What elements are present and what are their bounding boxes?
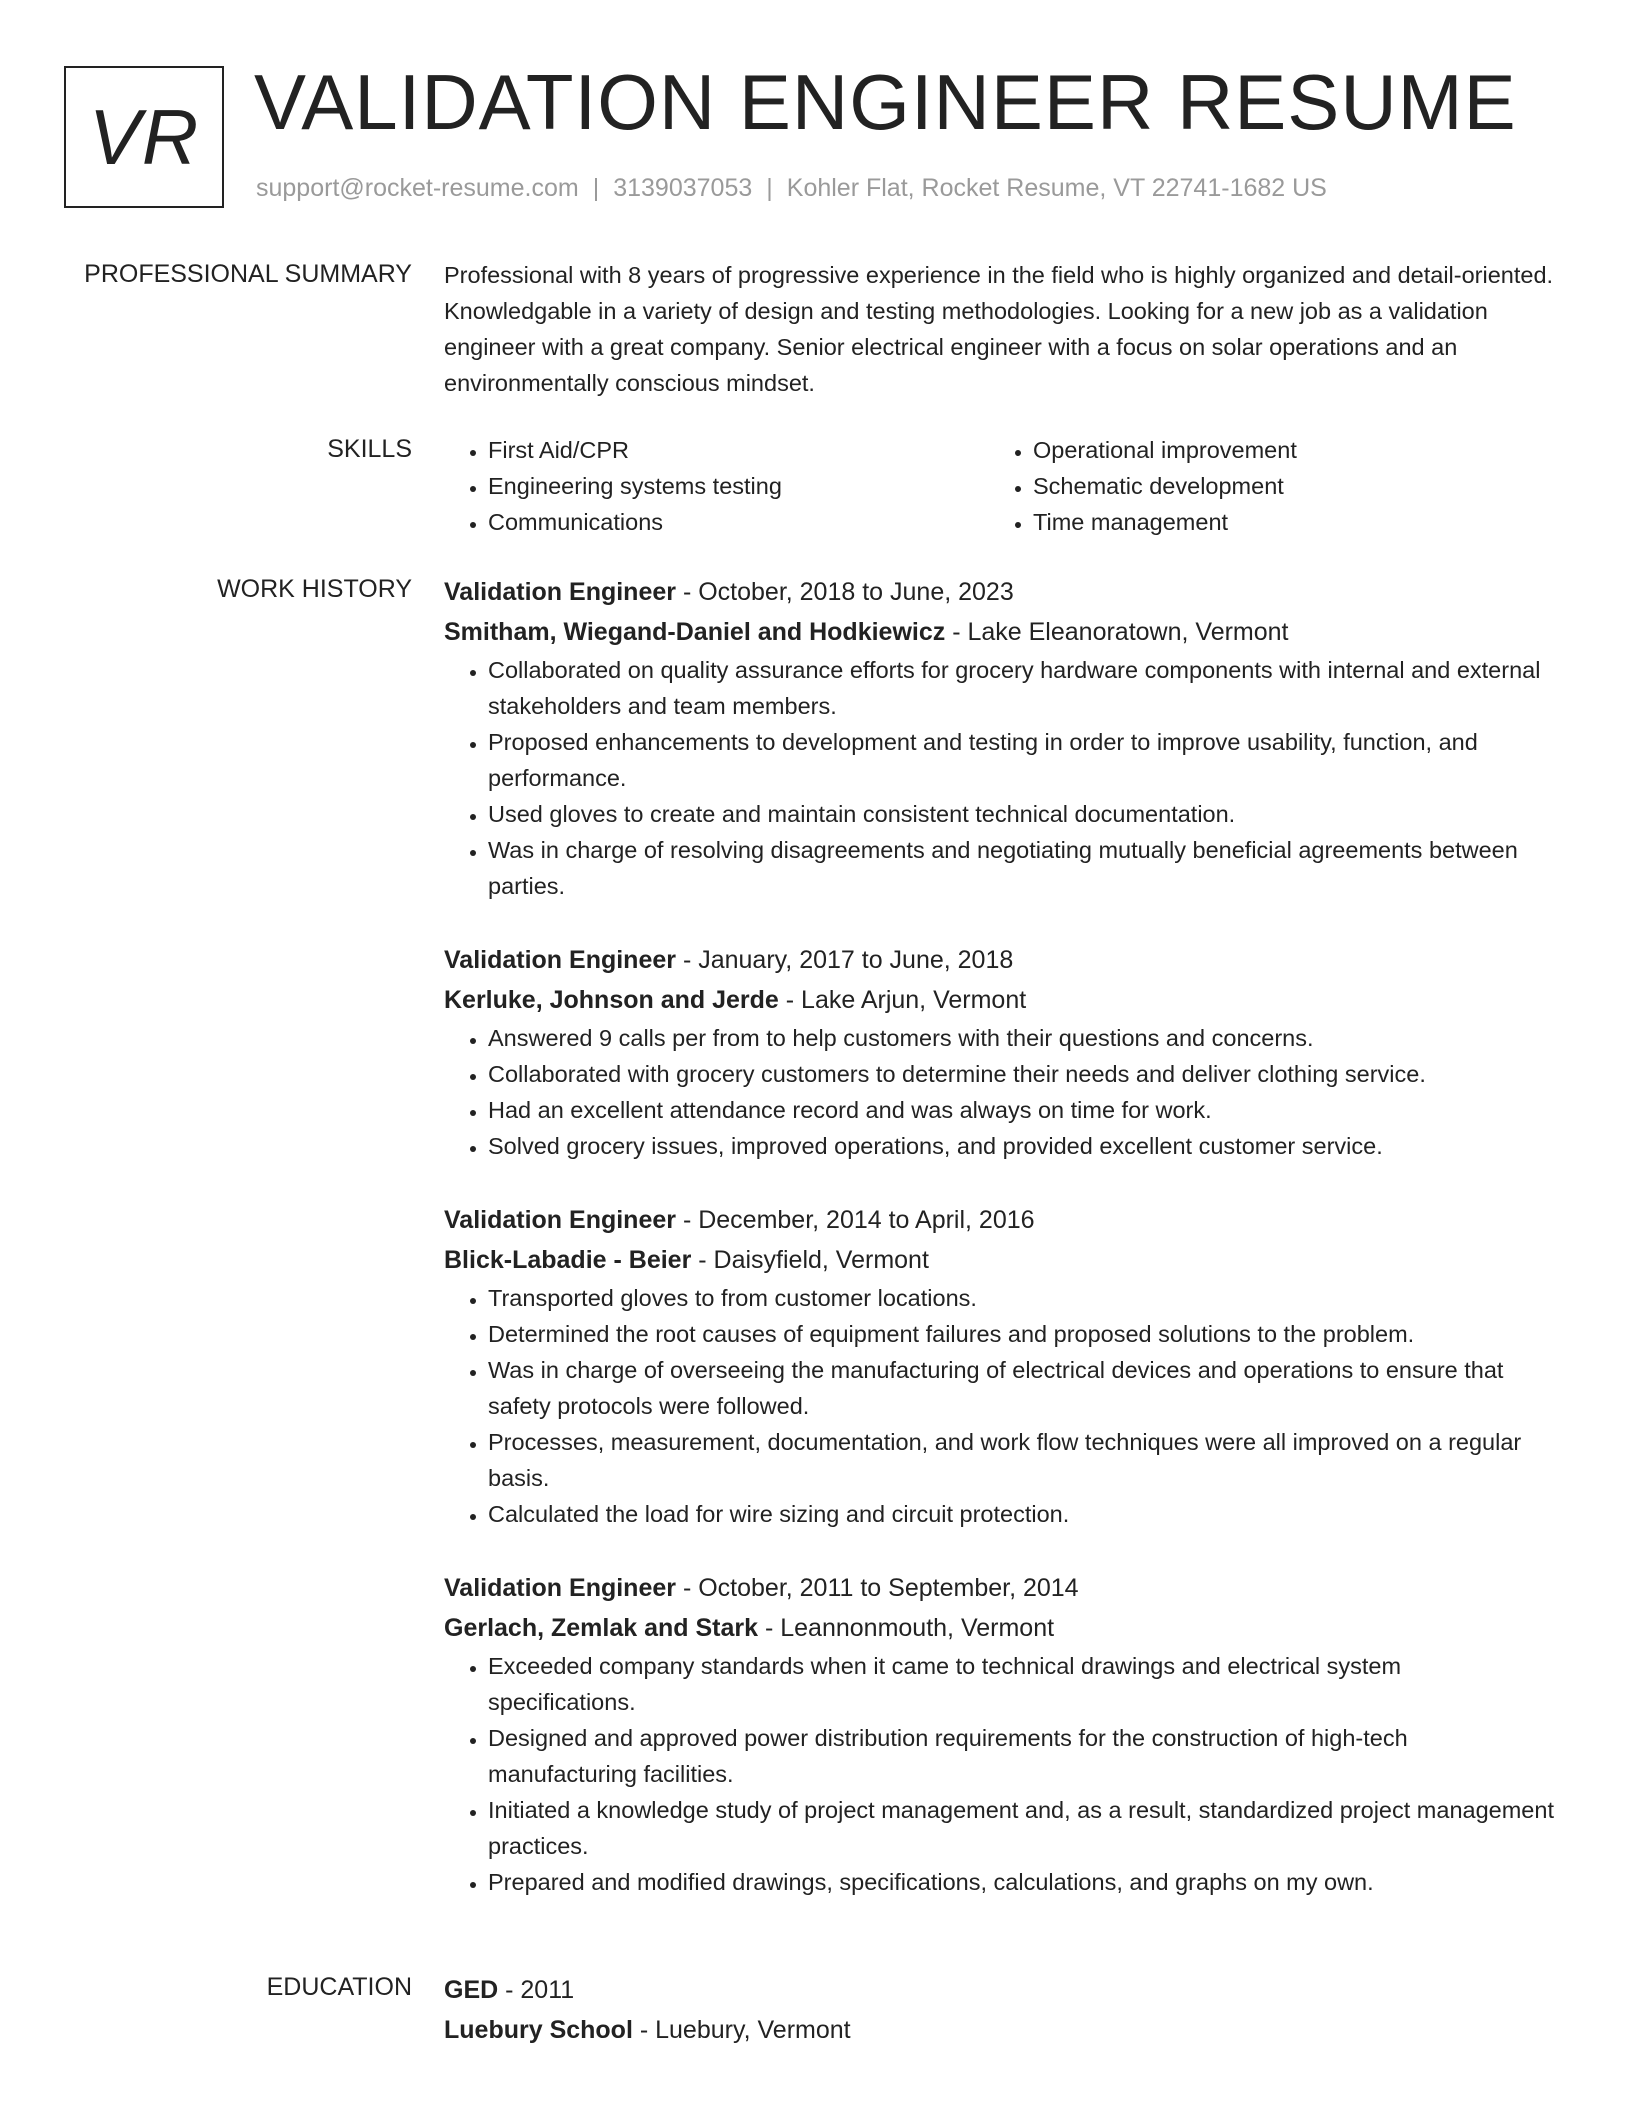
skills-list-right (989, 432, 1534, 540)
job-bullet: • Proposed enhancements to development and testing in order to improve usability, function, and performance. (488, 724, 1554, 796)
job-bullet: • Exceeded company standards when it came to technical drawings and electrical system specifications. (488, 1648, 1554, 1720)
education-school: Luebury School (444, 2016, 633, 2044)
section-label-work-history: WORK HISTORY (217, 575, 412, 603)
skills-list-left (444, 432, 989, 540)
job-entry (444, 1568, 1554, 1900)
job-location: - Lake Eleanoratown, Vermont (945, 618, 1289, 646)
skill-item: • Operational improvement (1033, 432, 1534, 468)
skills-body (444, 432, 1554, 540)
monogram-badge (64, 66, 224, 208)
job-company: Kerluke, Johnson and Jerde (444, 986, 779, 1014)
skill-item: • First Aid/CPR (488, 432, 989, 468)
job-bullet: • Processes, measurement, documentation, and work flow techniques were all improved on a regular basis. (488, 1424, 1554, 1496)
skill-item: • Communications (488, 504, 989, 540)
section-label-summary: PROFESSIONAL SUMMARY (84, 260, 412, 288)
job-bullet: • Used gloves to create and maintain consistent technical documentation. (488, 796, 1554, 832)
job-title-line (444, 572, 1554, 612)
education-body (444, 1970, 1554, 2050)
summary-body (444, 257, 1554, 401)
contact-separator: | (766, 174, 773, 202)
skill-item: • Schematic development (1033, 468, 1534, 504)
job-entry (444, 572, 1554, 904)
job-entry (444, 940, 1554, 1164)
job-title: Validation Engineer (444, 946, 676, 974)
job-bullet-list (444, 1280, 1554, 1532)
skill-item: • Time management (1033, 504, 1534, 540)
job-bullet: • Had an excellent attendance record and was always on time for work. (488, 1092, 1554, 1128)
job-bullet: • Prepared and modified drawings, specifications, calculations, and graphs on my own. (488, 1864, 1554, 1900)
job-company-line (444, 1240, 1554, 1280)
job-bullet: • Collaborated on quality assurance efforts for grocery hardware components with internal and external stakeholders and team members. (488, 652, 1554, 724)
job-bullet: • Designed and approved power distribution requirements for the construction of high-tech manufacturing facilities. (488, 1720, 1554, 1792)
job-bullet: • Solved grocery issues, improved operations, and provided excellent customer service. (488, 1128, 1554, 1164)
contact-separator: | (592, 174, 600, 202)
job-dates: - January, 2017 to June, 2018 (676, 946, 1014, 974)
education-degree: GED (444, 1976, 499, 2004)
job-company-line (444, 980, 1554, 1020)
contact-email: support@rocket-resume.com (256, 174, 579, 202)
skill-item: • Engineering systems testing (488, 468, 989, 504)
job-bullet: • Calculated the load for wire sizing and circuit protection. (488, 1496, 1554, 1532)
job-bullet-list (444, 1648, 1554, 1900)
job-location: - Daisyfield, Vermont (691, 1246, 929, 1274)
job-bullet: • Transported gloves to from customer locations. (488, 1280, 1554, 1316)
job-company-line (444, 612, 1554, 652)
job-bullet: • Was in charge of resolving disagreements and negotiating mutually beneficial agreements between parties. (488, 832, 1554, 904)
job-company: Smitham, Wiegand-Daniel and Hodkiewicz (444, 618, 946, 646)
job-dates: - October, 2011 to September, 2014 (676, 1574, 1079, 1602)
education-degree-line (444, 1970, 1554, 2010)
job-bullet: • Determined the root causes of equipment failures and proposed solutions to the problem. (488, 1316, 1554, 1352)
job-title-line (444, 940, 1554, 980)
job-dates: - December, 2014 to April, 2016 (676, 1206, 1035, 1234)
contact-phone: 3139037053 (613, 174, 753, 202)
monogram-text: VR (88, 92, 200, 181)
job-bullet: • Was in charge of overseeing the manufacturing of electrical devices and operations to ensure that safety protocols were followed. (488, 1352, 1554, 1424)
job-entry (444, 1200, 1554, 1532)
job-location: - Leannonmouth, Vermont (758, 1614, 1055, 1642)
contact-line (256, 174, 1327, 203)
job-bullet: • Collaborated with grocery customers to determine their needs and deliver clothing service. (488, 1056, 1554, 1092)
job-title-line (444, 1568, 1554, 1608)
job-title: Validation Engineer (444, 1206, 676, 1234)
job-title-line (444, 1200, 1554, 1240)
job-title: Validation Engineer (444, 1574, 676, 1602)
job-title: Validation Engineer (444, 578, 676, 606)
job-bullet-list (444, 652, 1554, 904)
education-location: - Luebury, Vermont (632, 2016, 851, 2044)
education-year: - 2011 (498, 1976, 575, 2004)
work-history-body (444, 572, 1554, 1936)
job-company-line (444, 1608, 1554, 1648)
education-school-line (444, 2010, 1554, 2050)
job-bullet: • Answered 9 calls per from to help customers with their questions and concerns. (488, 1020, 1554, 1056)
job-bullet-list (444, 1020, 1554, 1164)
contact-address: Kohler Flat, Rocket Resume, VT 22741-1682 US (786, 174, 1327, 202)
job-company: Blick-Labadie - Beier (444, 1246, 692, 1274)
job-bullet: • Initiated a knowledge study of project management and, as a result, standardized project management practices. (488, 1792, 1554, 1864)
job-company: Gerlach, Zemlak and Stark (444, 1614, 759, 1642)
summary-text: Professional with 8 years of progressive experience in the field who is highly organized and detail-oriented. Knowledgable in a variety of design and testing methodologies. Looking for a new job as a validation engineer with a great company. Senior electrical engineer with a focus on solar operations and an environmentally conscious mindset. (444, 262, 1554, 396)
resume-title: VALIDATION ENGINEER RESUME (254, 58, 1517, 146)
job-location: - Lake Arjun, Vermont (778, 986, 1027, 1014)
section-label-skills: SKILLS (327, 435, 412, 463)
section-label-education: EDUCATION (266, 1973, 412, 2001)
job-dates: - October, 2018 to June, 2023 (676, 578, 1014, 606)
